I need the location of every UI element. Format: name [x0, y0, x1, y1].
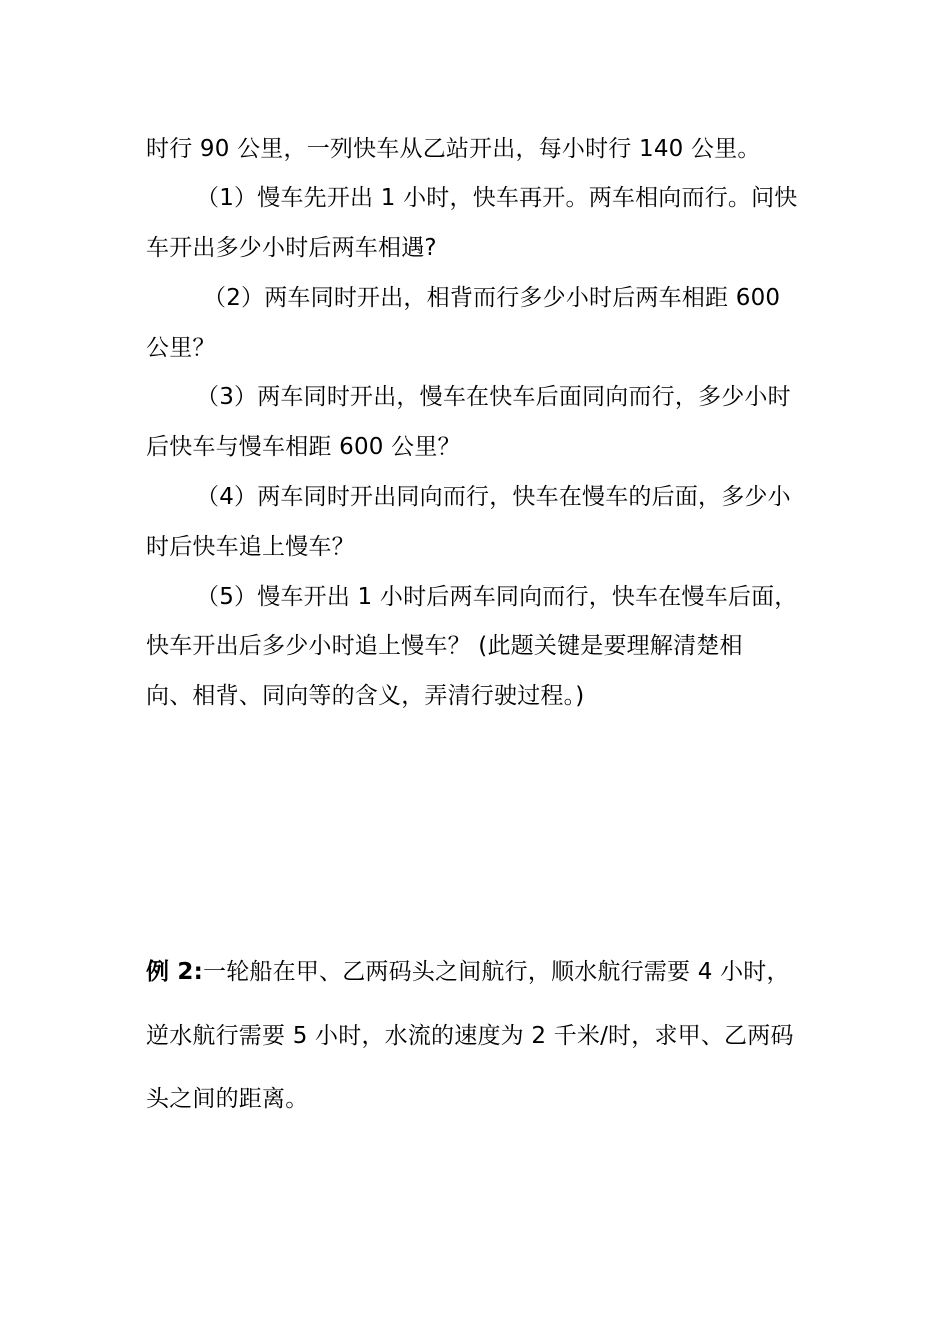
example-2-line-3: 头之间的距离。: [146, 1086, 309, 1112]
question-5-line-1: （5）慢车开出 1 小时后两车同向而行，快车在慢车后面，: [196, 584, 798, 610]
question-1-line-2: 车开出多少小时后两车相遇?: [146, 235, 437, 261]
question-4-line-1: （4）两车同时开出同向而行，快车在慢车的后面，多少小: [196, 484, 791, 510]
example-2-line-1: [146, 957, 790, 987]
example-2-text-1: 一轮船在甲、乙两码头之间航行，顺水航行需要 4 小时，: [203, 959, 790, 985]
question-2-line-1: （2）两车同时开出，相背而行多少小时后两车相距 600: [203, 285, 781, 311]
problem1-intro-tail: 时行 90 公里，一列快车从乙站开出，每小时行 140 公里。: [146, 136, 761, 162]
example-2-line-2: 逆水航行需要 5 小时，水流的速度为 2 千米/时，求甲、乙两码: [146, 1023, 794, 1049]
question-5-line-2: 快车开出后多少小时追上慢车？ (此题关键是要理解清楚相: [146, 633, 743, 659]
question-3-line-1: （3）两车同时开出，慢车在快车后面同向而行，多少小时: [196, 384, 791, 410]
question-3-line-2: 后快车与慢车相距 600 公里？: [146, 434, 461, 460]
question-1-line-1: （1）慢车先开出 1 小时，快车再开。两车相向而行。问快: [196, 185, 798, 211]
question-2-line-2: 公里？: [146, 335, 216, 361]
question-5-line-3: 向、相背、同向等的含义，弄清行驶过程。): [146, 683, 585, 709]
example-2-label: 例 2:: [146, 959, 204, 985]
question-4-line-2: 时后快车追上慢车？: [146, 534, 355, 560]
